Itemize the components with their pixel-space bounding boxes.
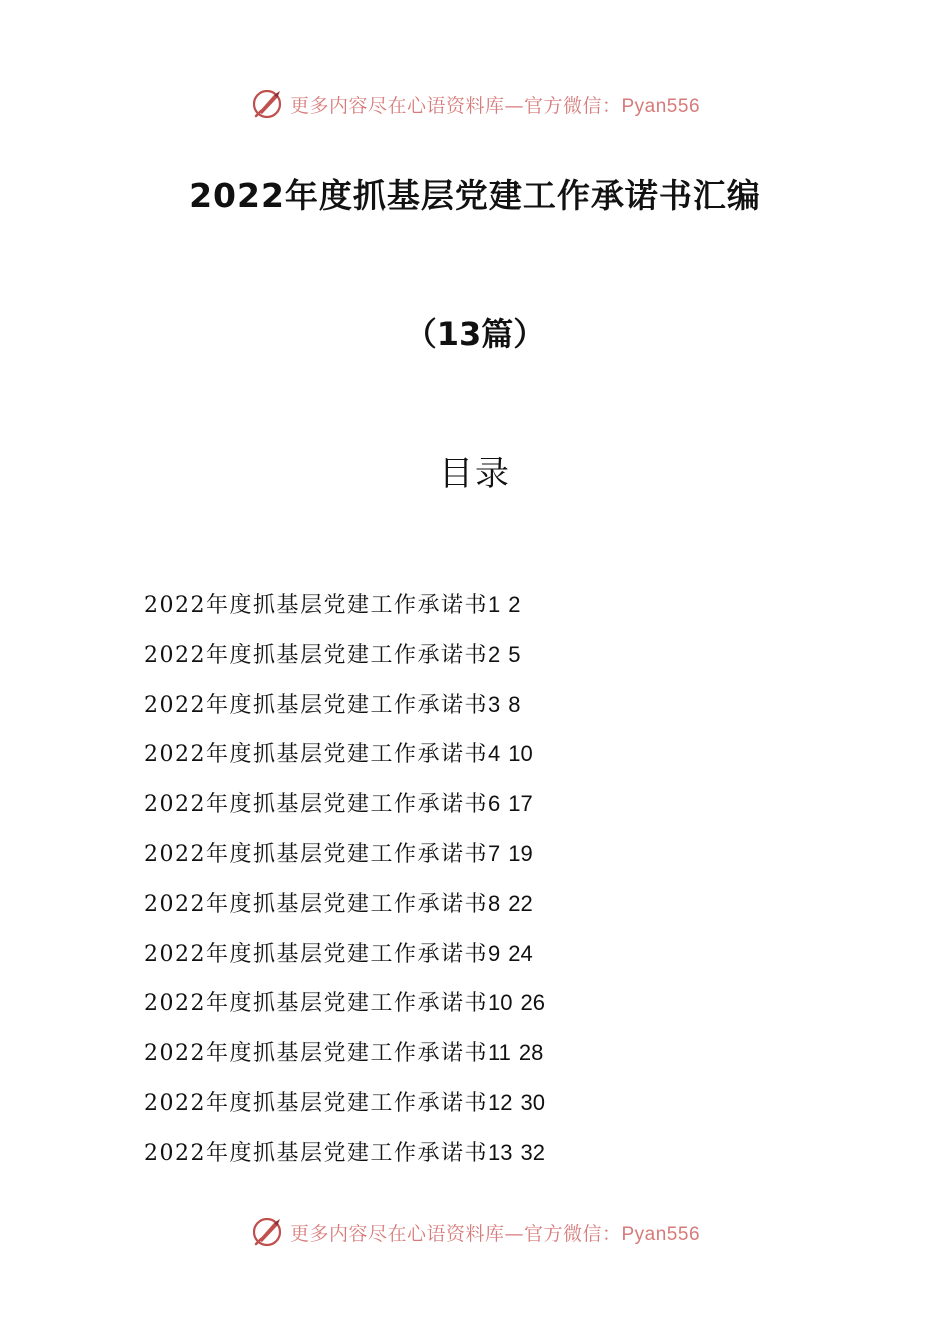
document-subtitle: （13篇） bbox=[404, 315, 546, 353]
toc-item-title bbox=[144, 937, 500, 972]
toc-item-title bbox=[144, 737, 500, 772]
toc-item-label: 2022年度抓基层党建工作承诺书 bbox=[144, 941, 488, 967]
toc-item-page-number: 19 bbox=[508, 840, 533, 866]
toc-item-page-number: 22 bbox=[508, 890, 533, 916]
toc-item[interactable] bbox=[144, 937, 548, 987]
toc-item-label: 2022年度抓基层党建工作承诺书 bbox=[144, 792, 488, 818]
toc-item-index: 1 bbox=[488, 592, 501, 617]
toc-item-index: 10 bbox=[488, 990, 513, 1016]
toc-item-title bbox=[144, 688, 500, 723]
toc-item-title bbox=[144, 837, 500, 872]
toc-item-page-number: 17 bbox=[508, 791, 533, 817]
document-title: 2022年度抓基层党建工作承诺书汇编 bbox=[189, 176, 761, 215]
watermark-wechat-id: Pyan556 bbox=[621, 95, 701, 117]
watermark-wechat-id: Pyan556 bbox=[621, 1223, 701, 1245]
toc-item-label: 2022年度抓基层党建工作承诺书 bbox=[144, 991, 488, 1017]
quill-logo-icon bbox=[250, 1215, 284, 1249]
toc-item-page-number: 5 bbox=[508, 641, 521, 667]
toc-item-page-number: 2 bbox=[508, 592, 521, 617]
toc-item-index: 2 bbox=[488, 641, 501, 667]
table-of-contents bbox=[144, 588, 548, 1186]
toc-item[interactable] bbox=[144, 688, 548, 738]
toc-item-label: 2022年度抓基层党建工作承诺书 bbox=[144, 692, 488, 718]
toc-item[interactable] bbox=[144, 887, 548, 937]
toc-item-title bbox=[144, 1036, 511, 1071]
toc-item-page-number: 26 bbox=[520, 990, 545, 1016]
toc-item-index: 12 bbox=[488, 1089, 513, 1115]
toc-item-label: 2022年度抓基层党建工作承诺书 bbox=[144, 642, 488, 668]
toc-item-label: 2022年度抓基层党建工作承诺书 bbox=[144, 1090, 488, 1116]
toc-item[interactable] bbox=[144, 1036, 548, 1086]
toc-item-label: 2022年度抓基层党建工作承诺书 bbox=[144, 742, 488, 768]
toc-heading: 目录 bbox=[439, 454, 511, 494]
toc-item[interactable] bbox=[144, 1136, 548, 1186]
toc-item-index: 3 bbox=[488, 691, 501, 717]
toc-item[interactable] bbox=[144, 737, 548, 787]
toc-item[interactable] bbox=[144, 986, 548, 1036]
footer-watermark bbox=[0, 1212, 950, 1252]
toc-item-index: 9 bbox=[488, 940, 501, 966]
quill-logo-icon bbox=[250, 87, 284, 121]
toc-item[interactable] bbox=[144, 638, 548, 688]
toc-item-index: 8 bbox=[488, 890, 501, 916]
toc-item-page-number: 32 bbox=[520, 1139, 545, 1165]
toc-item[interactable] bbox=[144, 588, 548, 638]
toc-item-label: 2022年度抓基层党建工作承诺书 bbox=[144, 891, 488, 917]
toc-item-page-number: 8 bbox=[508, 691, 521, 717]
header-watermark bbox=[0, 84, 950, 124]
toc-item-title bbox=[144, 638, 500, 673]
toc-item-title bbox=[144, 887, 500, 922]
toc-item-label: 2022年度抓基层党建工作承诺书 bbox=[144, 841, 488, 867]
toc-item-index: 7 bbox=[488, 840, 501, 866]
toc-item-title bbox=[144, 787, 500, 822]
watermark-text: 更多内容尽在心语资料库—官方微信：Pyan556 bbox=[289, 1222, 701, 1245]
toc-item-title bbox=[144, 1086, 512, 1121]
toc-item-page-number: 24 bbox=[508, 940, 533, 966]
toc-item-label: 2022年度抓基层党建工作承诺书 bbox=[144, 1041, 488, 1067]
toc-item[interactable] bbox=[144, 1086, 548, 1136]
toc-item-page-number: 30 bbox=[520, 1089, 545, 1115]
toc-item-title bbox=[144, 1136, 512, 1171]
toc-item-title bbox=[144, 588, 500, 623]
toc-item[interactable] bbox=[144, 787, 548, 837]
toc-item-index: 13 bbox=[488, 1139, 513, 1165]
toc-item-label: 2022年度抓基层党建工作承诺书 bbox=[144, 593, 488, 618]
toc-item-index: 6 bbox=[488, 791, 501, 817]
toc-item-label: 2022年度抓基层党建工作承诺书 bbox=[144, 1140, 488, 1166]
toc-item-index: 11 bbox=[488, 1040, 511, 1066]
toc-item-page-number: 10 bbox=[508, 741, 533, 767]
watermark-text: 更多内容尽在心语资料库—官方微信：Pyan556 bbox=[289, 94, 701, 117]
toc-item[interactable] bbox=[144, 837, 548, 887]
toc-item-index: 4 bbox=[488, 741, 501, 767]
toc-item-page-number: 28 bbox=[518, 1040, 544, 1066]
toc-item-title bbox=[144, 986, 512, 1021]
